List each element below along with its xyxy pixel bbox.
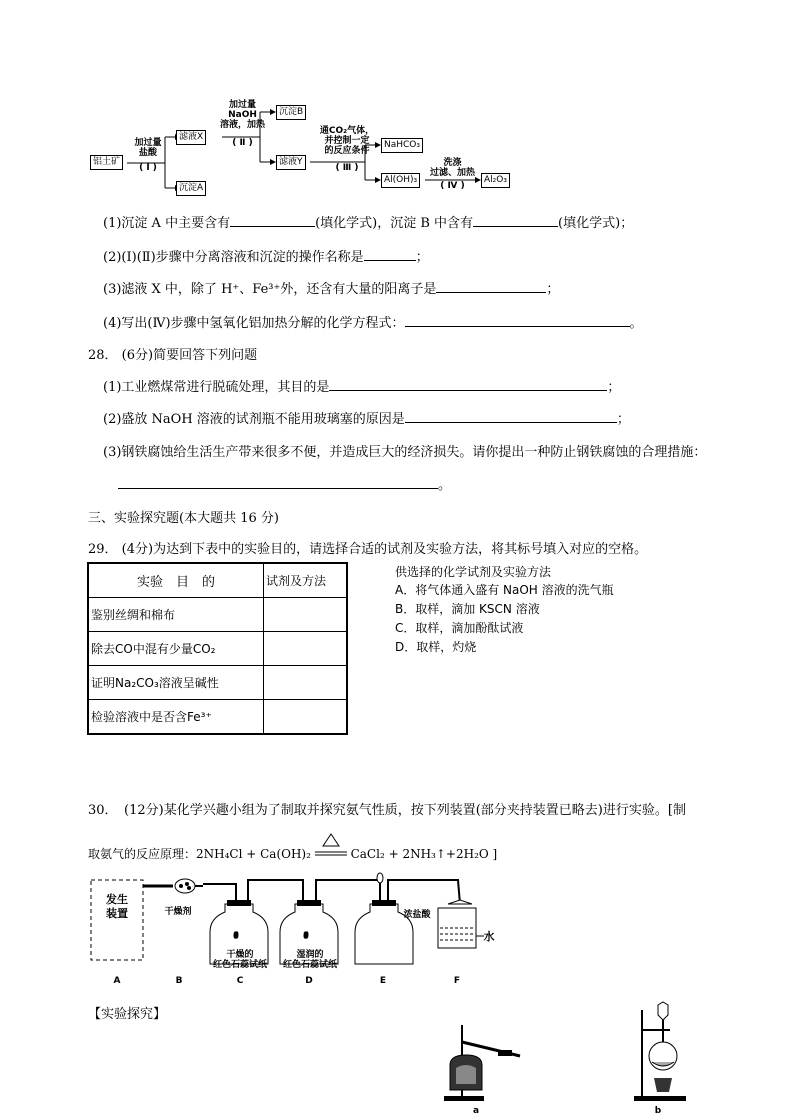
letter-a: A bbox=[113, 976, 121, 986]
option-d: D．取样，灼烧 bbox=[395, 640, 477, 654]
table-row-purpose: 鉴别丝绸和棉布 bbox=[88, 598, 264, 632]
dry-paper-label: 干燥的 红色石蕊试纸 bbox=[212, 950, 267, 970]
figure-b-apparatus bbox=[630, 1000, 690, 1105]
answer-blank[interactable] bbox=[364, 248, 416, 261]
q27-p3: (3)滤液 X 中，除了 H⁺、Fe³⁺外，还含有大量的阳离子是 bbox=[103, 282, 437, 297]
answer-blank[interactable] bbox=[118, 476, 438, 489]
answer-blank[interactable] bbox=[230, 214, 315, 227]
letter-c: C bbox=[236, 976, 244, 986]
answer-blank[interactable] bbox=[405, 410, 617, 423]
answer-blank[interactable] bbox=[329, 378, 607, 391]
table-answer-cell[interactable] bbox=[264, 666, 348, 700]
answer-blank[interactable] bbox=[436, 280, 546, 293]
letter-e: E bbox=[379, 976, 387, 986]
table-row-purpose: 检验溶液中是否含Fe³⁺ bbox=[88, 700, 264, 735]
flow-step3-num: ( Ⅲ ) bbox=[335, 163, 359, 173]
table-row-purpose: 除去CO中混有少量CO₂ bbox=[88, 632, 264, 666]
q27-p1a: (1)沉淀 A 中主要含有 bbox=[103, 216, 231, 231]
table-header-method: 试剂及方法 bbox=[264, 563, 348, 598]
q30-head: 30． (12分)某化学兴趣小组为了制取并探究氨气性质，按下列装置(部分夹持装置已略去)进行实验。[制 bbox=[88, 803, 686, 818]
q29-table bbox=[87, 562, 348, 735]
option-c: C．取样，滴加酚酞试液 bbox=[395, 621, 524, 635]
flow-step4-reagent: 洗涤 过滤、加热 bbox=[429, 158, 475, 178]
flow-step4-num: ( Ⅳ ) bbox=[440, 181, 465, 191]
q28-p3-end: 。 bbox=[438, 478, 452, 493]
q27-p3-end: ； bbox=[546, 282, 560, 297]
flow-al2o3: Al₂O₃ bbox=[481, 173, 510, 188]
hcl-label: 浓盐酸 bbox=[403, 910, 431, 920]
q27-part1 bbox=[103, 212, 633, 231]
heat-arrow bbox=[315, 848, 347, 862]
q28-p1: (1)工业燃煤常进行脱硫处理，其目的是 bbox=[103, 380, 330, 395]
q30-line2-start: 取氨气的反应原理：2NH₄Cl + Ca(OH)₂ bbox=[88, 847, 311, 861]
q29-head: 29． (4分)为达到下表中的实验目的，请选择合适的试剂及实验方法，将其标号填入对应的空格。 bbox=[88, 542, 648, 557]
letter-d: D bbox=[305, 976, 313, 986]
q30-equation bbox=[88, 845, 497, 862]
flow-step2-reagent: 加过量 NaOH 溶液，加热 bbox=[219, 100, 265, 130]
q28-part2 bbox=[103, 408, 630, 427]
flow-nahco3: NaHCO₃ bbox=[381, 138, 423, 153]
q27-p1b: (填化学式)，沉淀 B 中含有 bbox=[315, 216, 474, 231]
flow-step1-reagent: 加过量 盐酸 bbox=[134, 138, 162, 158]
q28-p2-end: ； bbox=[616, 412, 630, 427]
q27-p2-end: ； bbox=[415, 250, 429, 265]
q28-part3: (3)钢铁腐蚀给生活生产带来很多不便，并造成巨大的经济损失。请你提出一种防止钢铁腐蚀的合理措施： bbox=[103, 445, 707, 460]
q27-p1c: (填化学式)； bbox=[558, 216, 634, 231]
table-answer-cell[interactable] bbox=[264, 598, 348, 632]
option-a: A．将气体通入盛有 NaOH 溶液的洗气瓶 bbox=[395, 583, 614, 597]
q27-part3 bbox=[103, 278, 559, 297]
flow-step3-reagent: 通CO₂气体， 并控制一定 的反应条件 bbox=[319, 126, 375, 156]
options-title: 供选择的化学试剂及实验方法 bbox=[395, 565, 552, 579]
generator-label: 发生 装置 bbox=[106, 893, 128, 920]
flow-filtrate-x: 滤液X bbox=[176, 130, 206, 145]
q27-part4 bbox=[103, 312, 643, 331]
letter-f: F bbox=[453, 976, 461, 986]
figure-a-apparatus bbox=[440, 1020, 530, 1105]
flow-precip-a: 沉淀A bbox=[176, 181, 206, 196]
option-b: B．取样，滴加 KSCN 溶液 bbox=[395, 602, 540, 616]
flow-step1-num: ( Ⅰ ) bbox=[139, 163, 157, 173]
q28-part1 bbox=[103, 376, 620, 395]
q30-line2-end: CaCl₂ + 2NH₃↑+2H₂O ] bbox=[350, 847, 498, 861]
answer-blank[interactable] bbox=[473, 214, 558, 227]
q27-p2: (2)(Ⅰ)(Ⅱ)步骤中分离溶液和沉淀的操作名称是 bbox=[103, 250, 364, 265]
explore-heading: 【实验探究】 bbox=[88, 1007, 167, 1022]
q27-p4-end: 。 bbox=[629, 316, 643, 331]
flow-precip-b: 沉淀B bbox=[276, 105, 306, 120]
q28-part3-answer bbox=[118, 474, 451, 493]
flow-aloh3: Al(OH)₃ bbox=[381, 173, 420, 188]
table-row-purpose: 证明Na₂CO₃溶液呈碱性 bbox=[88, 666, 264, 700]
table-header-purpose: 实验 目 的 bbox=[88, 563, 264, 598]
table-answer-cell[interactable] bbox=[264, 632, 348, 666]
table-answer-cell[interactable] bbox=[264, 700, 348, 735]
flow-filtrate-y: 滤液Y bbox=[276, 155, 306, 170]
q27-part2 bbox=[103, 246, 429, 265]
water-label: 水 bbox=[483, 930, 495, 943]
q28-head: 28． (6分)简要回答下列问题 bbox=[88, 348, 258, 363]
q28-p2: (2)盛放 NaOH 溶液的试剂瓶不能用玻璃塞的原因是 bbox=[103, 412, 405, 427]
flow-step2-num: ( Ⅱ ) bbox=[232, 138, 253, 148]
drier-label: 干燥剂 bbox=[164, 907, 192, 917]
q28-p1-end: ； bbox=[607, 380, 621, 395]
figure-a-label: a bbox=[472, 1106, 480, 1116]
letter-b: B bbox=[175, 976, 183, 986]
figure-b-label: b bbox=[654, 1106, 662, 1116]
section-heading: 三、实验探究题(本大题共 16 分) bbox=[88, 511, 279, 526]
q27-p4: (4)写出(Ⅳ)步骤中氢氧化铝加热分解的化学方程式： bbox=[103, 316, 405, 331]
flow-ore: 铝土矿 bbox=[90, 155, 123, 170]
answer-blank[interactable] bbox=[405, 314, 630, 327]
wet-paper-label: 湿润的 红色石蕊试纸 bbox=[282, 950, 337, 970]
